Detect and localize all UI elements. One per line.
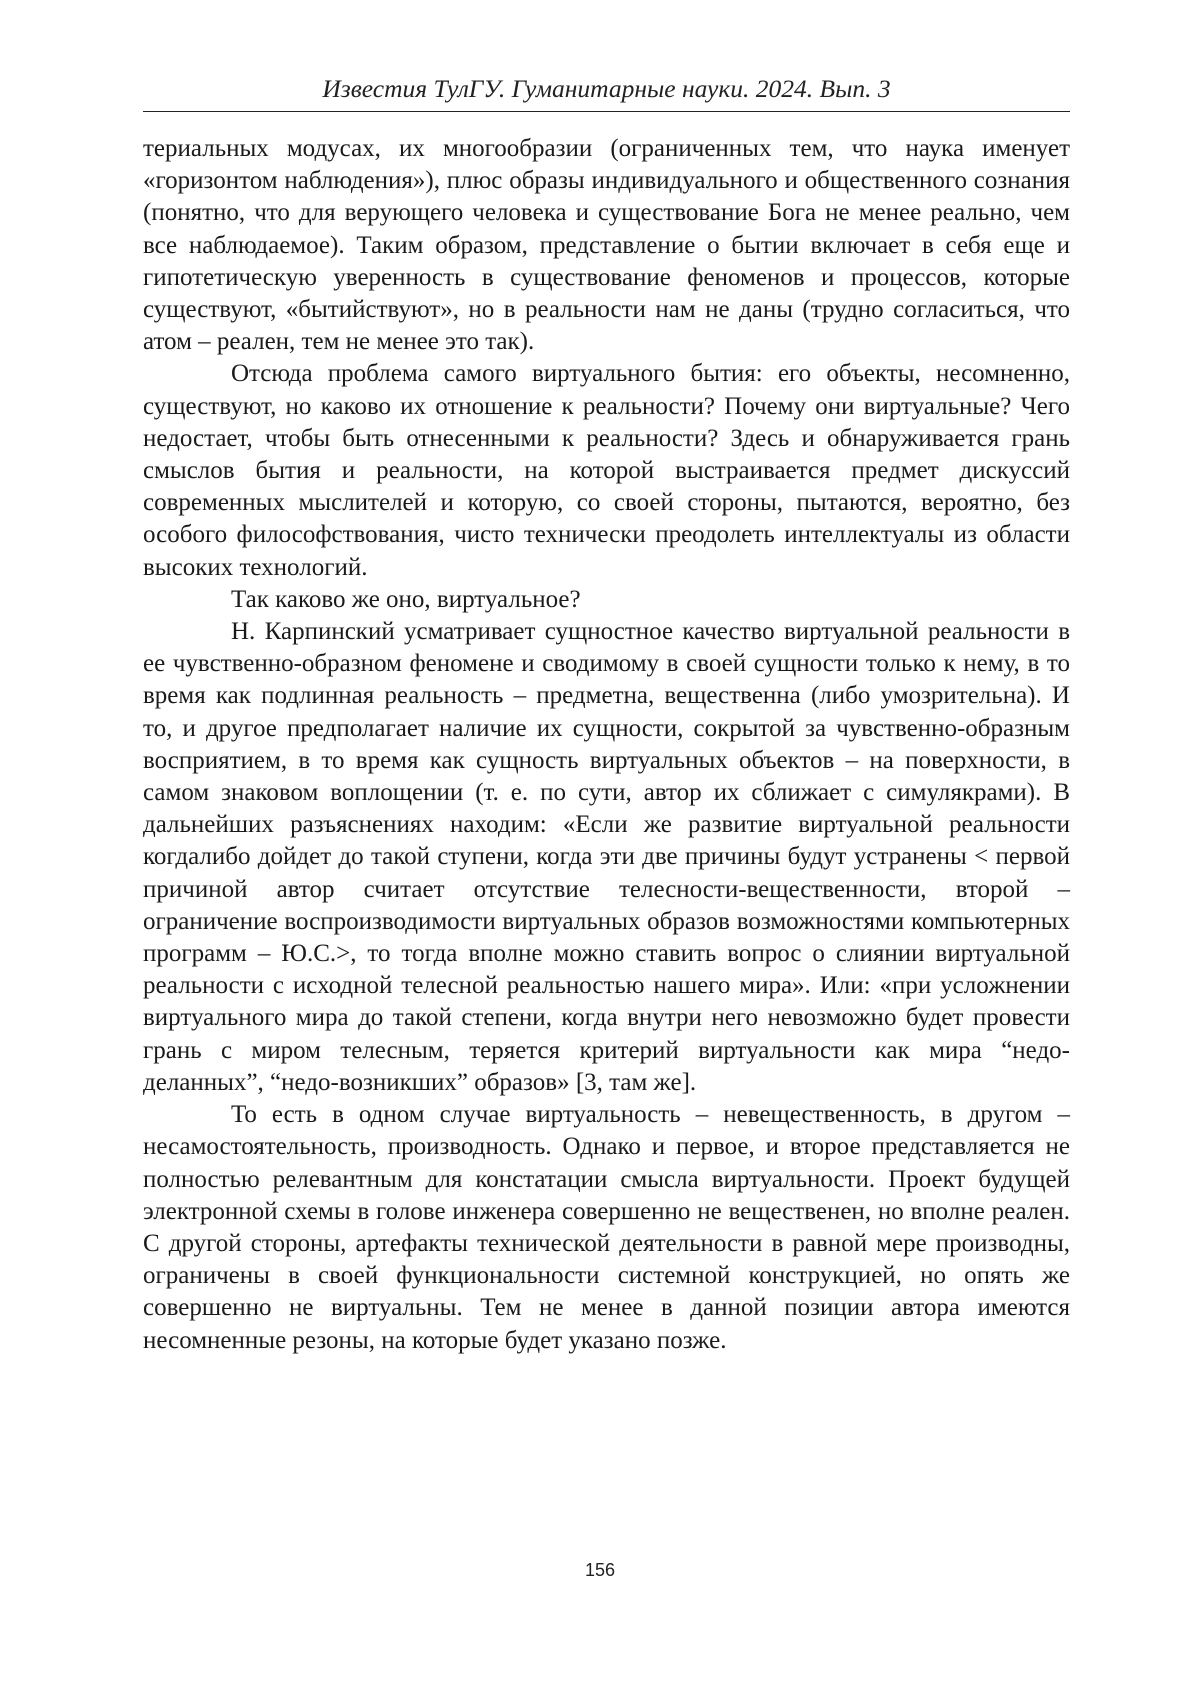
body-text [143, 133, 1070, 1357]
paragraph-3: Так каково же оно, виртуальное? [231, 585, 581, 613]
page-number: 156 [584, 1560, 616, 1580]
journal-running-header: Известия ТулГУ. Гуманитарные науки. 2024. Вып. 3 [143, 72, 1070, 112]
paragraph-4: Н. Карпинский усматривает сущностное качество виртуальной реальности в ее чувственно-образном феномене и сводимому в своей сущности только к нему, в то время как подлинная реальность – предметна, вещественна (либо умозрительна). И то, и другое предполагает наличие их сущности, сокрытой за чувственно-образным восприятием, в то время как сущность виртуальных объектов – на поверхности, в самом знаковом воплощении (т. е. по сути, автор их сближает с симулякрами). В дальнейших разъяснениях находим: «Если же развитие виртуальной реальности когдалибо дойдет до такой ступени, когда эти две причины будут устранены < первой причиной автор считает отсутствие телесности-вещественности, второй – ограничение воспроизводимости виртуальных образов возможностями компьютерных программ – Ю.С.>, то тогда вполне можно ставить вопрос о слиянии виртуальной реальности с исходной телесной реальностью нашего мира». Или: «при усложнении виртуального мира до такой степени, когда внутри него невозможно будет провести грань с миром телесным, теряется критерий виртуальности как мира “недо-деланных”, “недо-возникших” образов» [3, там же]. [143, 618, 1070, 1096]
paragraph-2: Отсюда проблема самого виртуального бытия: его объекты, несомненно, существуют, но каково их отношение к реальности? Почему они виртуальные? Чего недостает, чтобы быть отнесенными к реальности? Здесь и обнаруживается грань смыслов бытия и реальности, на которой выстраивается предмет дискуссий современных мыслителей и которую, со своей стороны, пытаются, вероятно, без особого философствования, чисто технически преодолеть интеллектуалы из области высоких технологий. [143, 360, 1070, 581]
paragraph-5: То есть в одном случае виртуальность – невещественность, в другом – несамостоятельность, производность. Однако и первое, и второе представляется не полностью релевантным для констатации смысла виртуальности. Проект будущей электронной схемы в голове инженера совершенно не вещественен, но вполне реален. С другой стороны, артефакты технической деятельности в равной мере производны, ограничены в своей функциональности системной конструкцией, но опять же совершенно не виртуальны. Тем не менее в данной позиции автора имеются несомненные резоны, на которые будет указано позже. [143, 1101, 1070, 1354]
paragraph-1: териальных модусах, их многообразии (ограниченных тем, что наука именует «горизонтом наблюдения»), плюс образы индивидуального и общественного сознания (понятно, что для верующего человека и существование Бога не менее реально, чем все наблюдаемое). Таким образом, представление о бытии включает в себя еще и гипотетическую уверенность в существование феноменов и процессов, которые существуют, «бытийствуют», но в реальности нам не даны (трудно согласиться, что атом – реален, тем не менее это так). [143, 135, 1070, 356]
